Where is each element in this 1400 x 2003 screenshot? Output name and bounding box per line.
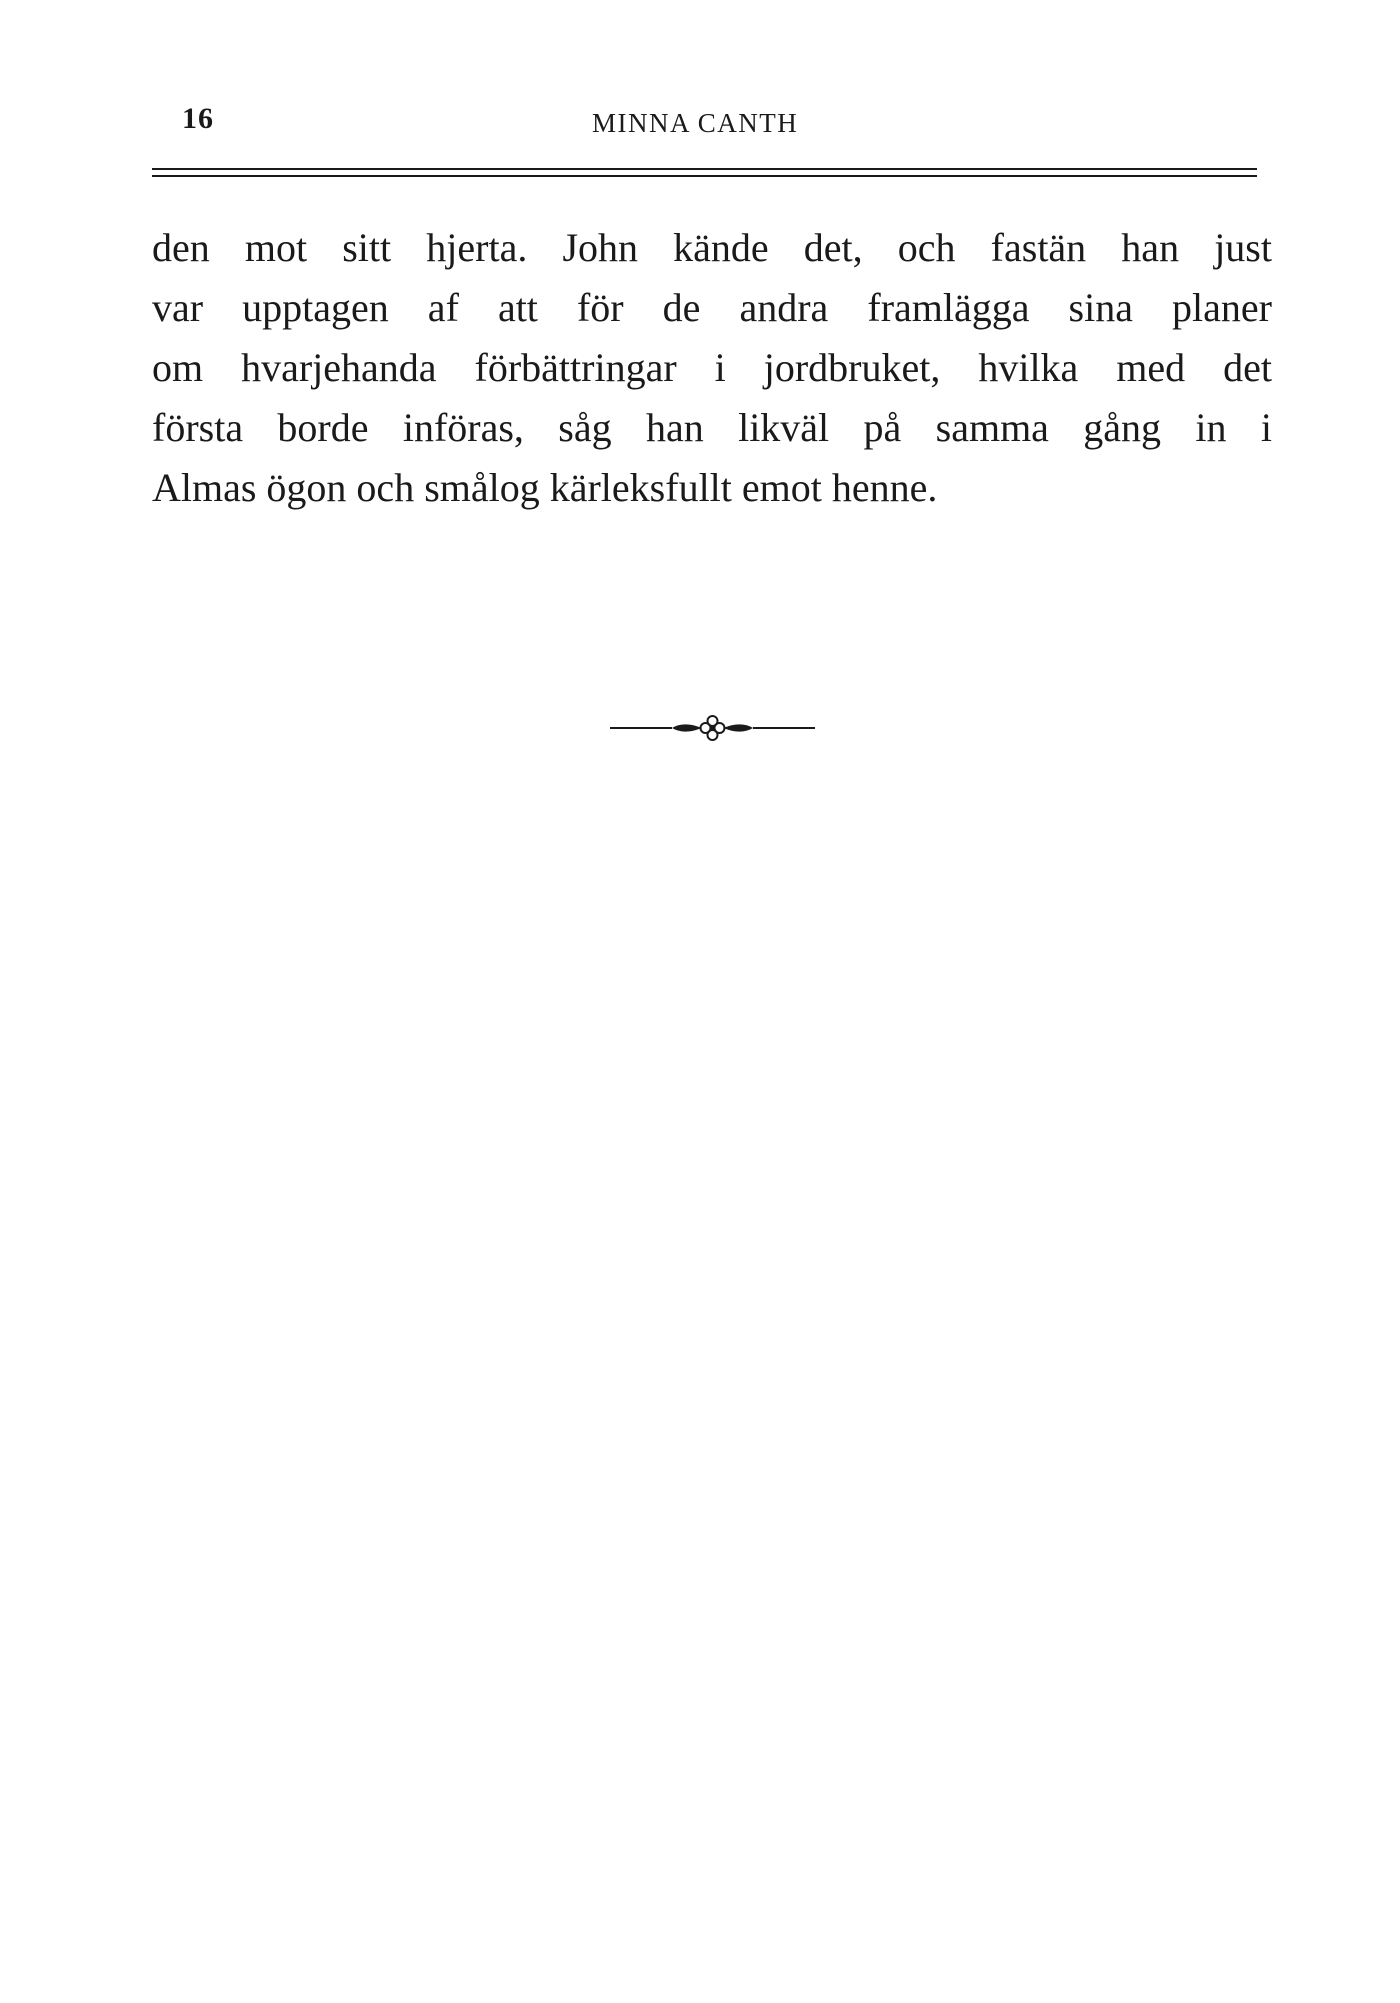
- tailpiece-ornament-icon: [610, 710, 815, 746]
- text-line-3: om hvarjehanda förbättringar i jordbruket, hvilka med det: [152, 345, 1272, 390]
- rule-line-top: [152, 168, 1257, 170]
- double-rule-divider: [152, 168, 1257, 178]
- running-head: [152, 98, 1257, 143]
- text-line-1: den mot sitt hjerta. John kände det, och fastän han just: [152, 225, 1272, 270]
- text-line-4: första borde införas, såg han likväl på samma gång in i: [152, 405, 1272, 450]
- running-title: MINNA CANTH: [592, 108, 799, 138]
- page-number: 16: [182, 102, 214, 135]
- body-paragraph: [152, 218, 1272, 518]
- rule-line-bottom: [152, 175, 1257, 177]
- text-line-2: var upptagen af att för de andra framlägga sina planer: [152, 285, 1272, 330]
- text-line-5: Almas ögon och smålog kärleksfullt emot henne.: [152, 465, 938, 510]
